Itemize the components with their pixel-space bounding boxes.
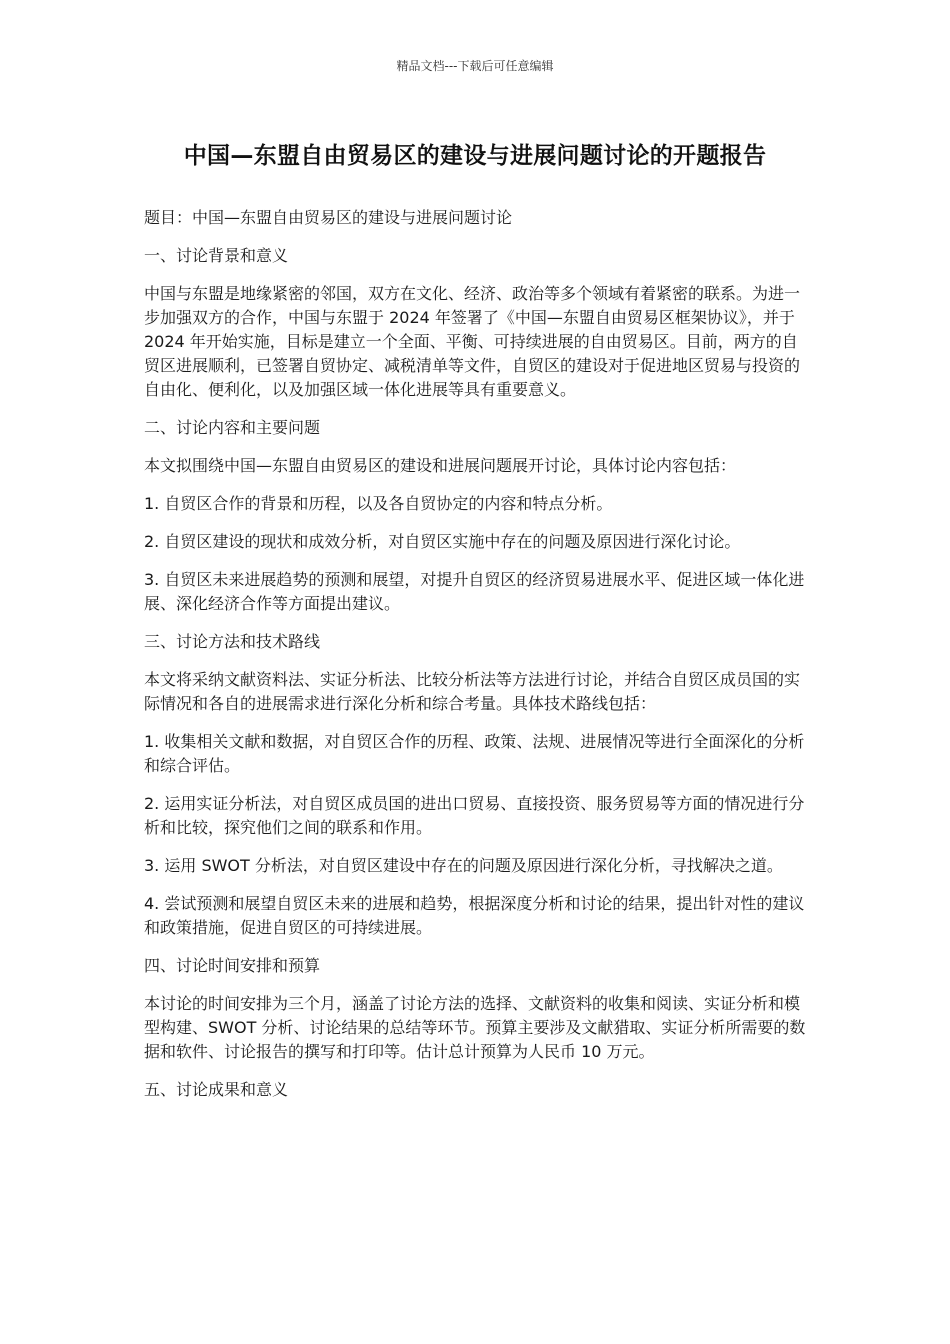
topic-line: 题目：中国—东盟自由贸易区的建设与进展问题讨论 (144, 208, 513, 227)
document-body (144, 206, 810, 1116)
document-title: 中国—东盟自由贸易区的建设与进展问题讨论的开题报告 (183, 143, 767, 169)
list-item: 4. 尝试预测和展望自贸区未来的进展和趋势，根据深度分析和讨论的结果，提出针对性的建议和政策措施，促进自贸区的可持续进展。 (144, 894, 805, 937)
list-item: 2. 自贸区建设的现状和成效分析，对自贸区实施中存在的问题及原因进行深化讨论。 (144, 532, 741, 551)
paragraph-content-intro: 本文拟围绕中国—东盟自由贸易区的建设和进展问题展开讨论，具体讨论内容包括： (144, 456, 737, 475)
paragraph-methods-intro: 本文将采纳文献资料法、实证分析法、比较分析法等方法进行讨论，并结合自贸区成员国的实际情况和各自的进展需求进行深化分析和综合考量。具体技术路线包括： (144, 670, 801, 713)
section-heading-background: 一、讨论背景和意义 (144, 246, 289, 265)
list-item: 3. 自贸区未来进展趋势的预测和展望，对提升自贸区的经济贸易进展水平、促进区域一体化进展、深化经济合作等方面提出建议。 (144, 570, 805, 613)
header-note: 精品文档---下载后可任意编辑 (396, 59, 554, 73)
list-item: 2. 运用实证分析法，对自贸区成员国的进出口贸易、直接投资、服务贸易等方面的情况进行分析和比较，探究他们之间的联系和作用。 (144, 794, 805, 837)
list-item: 1. 自贸区合作的背景和历程，以及各自贸协定的内容和特点分析。 (144, 494, 613, 513)
list-item: 3. 运用 SWOT 分析法，对自贸区建设中存在的问题及原因进行深化分析，寻找解决之道。 (144, 856, 783, 875)
section-heading-content: 二、讨论内容和主要问题 (144, 418, 321, 437)
list-item: 1. 收集相关文献和数据，对自贸区合作的历程、政策、法规、进展情况等进行全面深化的分析和综合评估。 (144, 732, 805, 775)
paragraph-schedule: 本讨论的时间安排为三个月，涵盖了讨论方法的选择、文献资料的收集和阅读、实证分析和模型构建、SWOT 分析、讨论结果的总结等环节。预算主要涉及文献猎取、实证分析所需要的数据和软件、讨论报告的撰写和打印等。估计总计预算为人民币 10 万元。 (144, 994, 806, 1061)
section-heading-results: 五、讨论成果和意义 (144, 1080, 289, 1099)
section-heading-schedule: 四、讨论时间安排和预算 (144, 956, 321, 975)
section-heading-methods: 三、讨论方法和技术路线 (144, 632, 321, 651)
paragraph-background: 中国与东盟是地缘紧密的邻国，双方在文化、经济、政治等多个领域有着紧密的联系。为进一步加强双方的合作，中国与东盟于 2024 年签署了《中国—东盟自由贸易区框架协议》，并于 2024 年开始实施，目标是建立一个全面、平衡、可持续进展的自由贸易区。目前，两方的自贸区进展顺利，已签署自贸协定、减税清单等文件，自贸区的建设对于促进地区贸易与投资的自由化、便利化，以及加强区域一体化进展等具有重要意义。 (144, 284, 801, 399)
